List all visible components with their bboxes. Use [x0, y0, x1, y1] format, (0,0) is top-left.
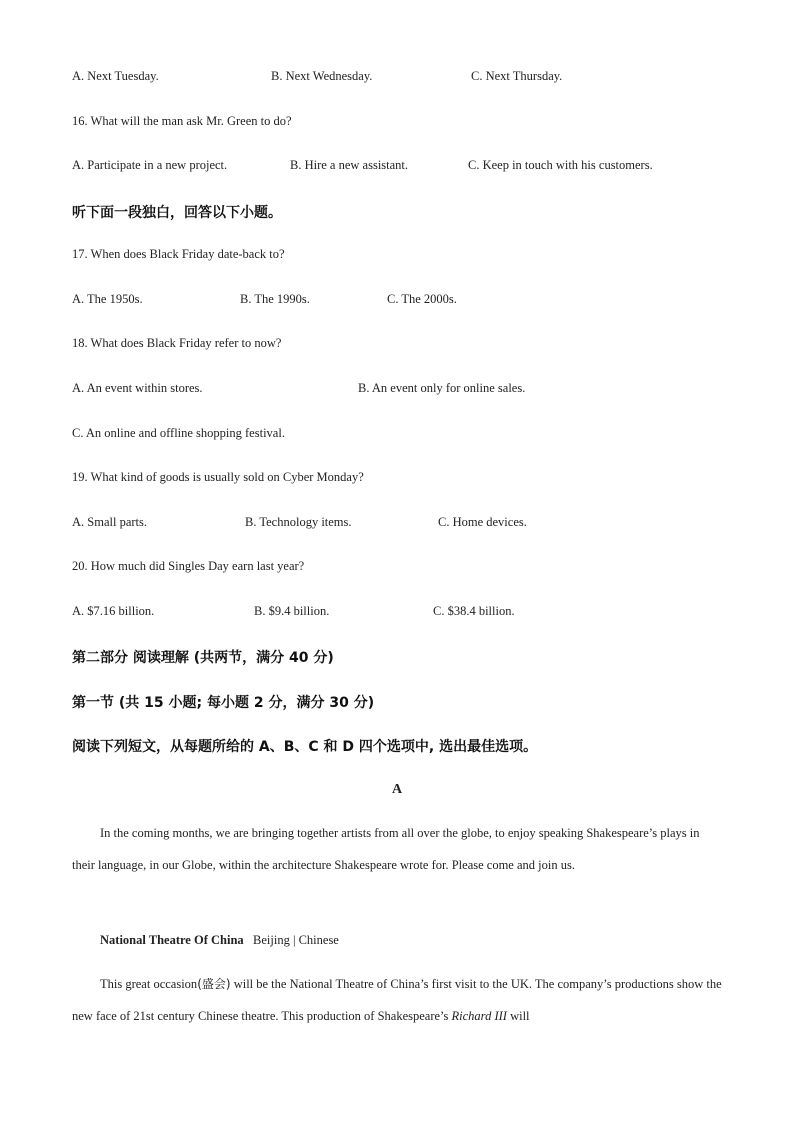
intro-paragraph: In the coming months, we are bringing together artists from all over the globe, to enjoy speaking Shakespeare’s plays in their language, in our Globe, within the architecture Shakespeare wrote for. Please come and join us. — [72, 826, 700, 872]
theatre-location — [247, 933, 339, 947]
q19-option-a: A. Small parts. — [72, 515, 147, 529]
play-title: Richard III — [451, 1008, 507, 1023]
q20-stem: 20. How much did Singles Day earn last year? — [72, 559, 305, 573]
part2-heading: 第二部分 阅读理解 (共两节，满分 40 分) — [72, 650, 334, 666]
q15-option-b: B. Next Wednesday. — [271, 69, 373, 83]
theatre-paragraph — [72, 969, 722, 1032]
theatre-para-part1: This great occasion — [100, 977, 198, 991]
q16-stem: 16. What will the man ask Mr. Green to do? — [72, 114, 292, 128]
q20-option-c: C. $38.4 billion. — [433, 604, 515, 618]
q19-option-b: B. Technology items. — [245, 515, 352, 529]
theatre-para-gloss: (盛会) — [197, 977, 231, 991]
theatre-para-part3: will — [506, 1008, 530, 1023]
q19-option-c: C. Home devices. — [438, 515, 527, 529]
q20-option-b: B. $9.4 billion. — [254, 604, 330, 618]
monologue-instruction: 听下面一段独白，回答以下小题。 — [72, 205, 282, 221]
q17-option-c: C. The 2000s. — [387, 292, 457, 306]
q18-option-b: B. An event only for online sales. — [358, 381, 526, 395]
q16-option-a: A. Participate in a new project. — [72, 158, 228, 172]
section1-heading: 第一节 (共 15 小题; 每小题 2 分，满分 30 分) — [72, 695, 375, 711]
q17-option-a: A. The 1950s. — [72, 292, 143, 306]
q15-option-c: C. Next Thursday. — [471, 69, 563, 83]
q17-stem: 17. When does Black Friday date-back to? — [72, 247, 285, 261]
q16-option-b: B. Hire a new assistant. — [290, 158, 409, 172]
theatre-para-part2: will be the National Theatre of China’s first visit to the UK. The company’s productions show the new face of 21st century Chinese theatre. This production of Shakespeare’s — [72, 977, 722, 1023]
q18-option-c: C. An online and offline shopping festival. — [72, 426, 285, 440]
theatre-name: National Theatre Of China — [100, 933, 244, 947]
q17-option-b: B. The 1990s. — [240, 292, 310, 306]
q15-option-a: A. Next Tuesday. — [72, 69, 159, 83]
q18-stem: 18. What does Black Friday refer to now? — [72, 336, 282, 350]
q16-option-c: C. Keep in touch with his customers. — [468, 158, 653, 172]
q18-option-a: A. An event within stores. — [72, 381, 203, 395]
theatre-heading — [100, 933, 339, 948]
passage-letter: A — [391, 782, 403, 797]
reading-instruction: 阅读下列短文，从每题所给的 A、B、C 和 D 四个选项中, 选出最佳选项。 — [72, 739, 538, 755]
theatre-location-text: Beijing | Chinese — [253, 933, 339, 947]
q20-option-a: A. $7.16 billion. — [72, 604, 155, 618]
q19-stem: 19. What kind of goods is usually sold on Cyber Monday? — [72, 470, 364, 484]
